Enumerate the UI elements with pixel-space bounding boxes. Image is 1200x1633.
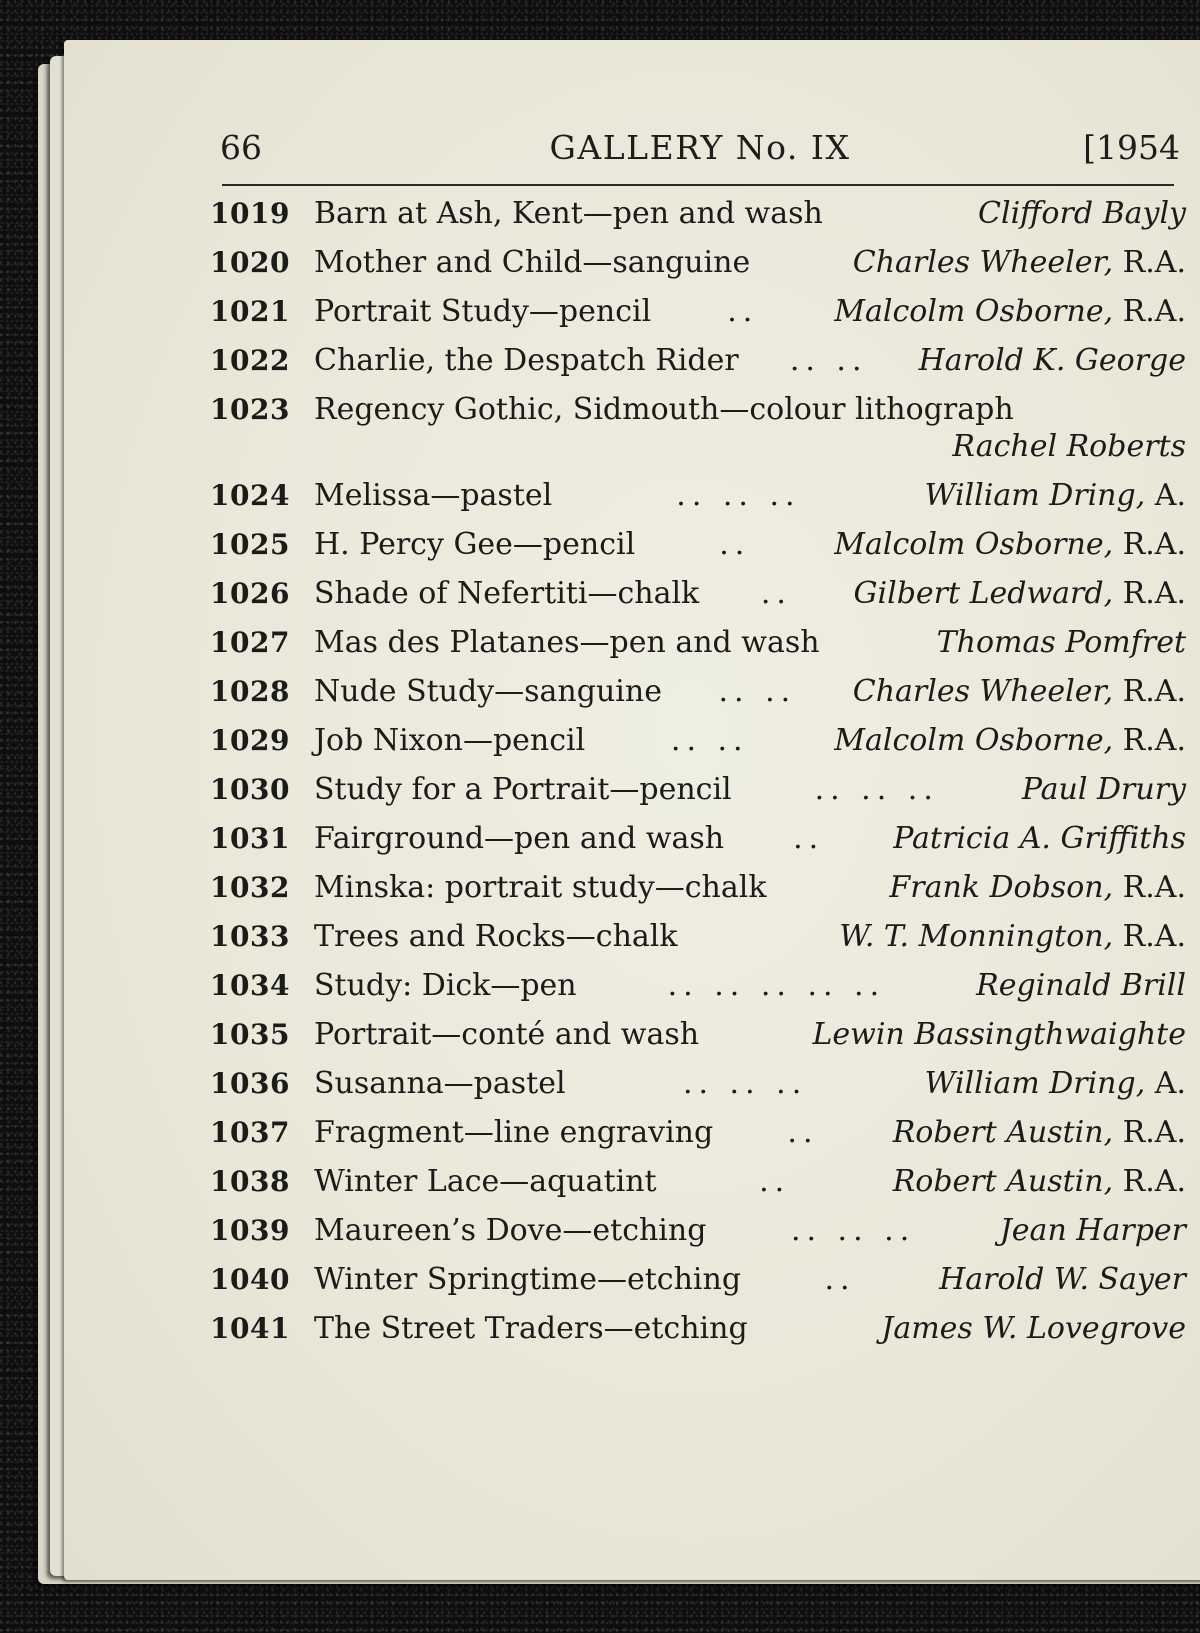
entry-artist [834, 294, 1186, 329]
entry-number: 1039 [210, 1214, 290, 1247]
catalogue-entry [210, 576, 1186, 625]
artist-suffix: R.A. [1113, 576, 1186, 611]
entry-number: 1020 [210, 246, 290, 279]
catalogue-entry [210, 1164, 1186, 1213]
entry-title: Charlie, the Despatch Rider [314, 343, 739, 378]
artist-name: Harold W. Sayer [939, 1262, 1186, 1297]
catalogue-entries [210, 196, 1186, 1360]
entry-title: Portrait Study—pencil [314, 294, 652, 329]
entry-title: H. Percy Gee—pencil [314, 527, 636, 562]
entry-title: Study: Dick—pen [314, 968, 577, 1003]
entry-artist [978, 196, 1186, 231]
entry-artist [853, 245, 1186, 280]
catalogue-entry [210, 196, 1186, 245]
dot-leader: .. [727, 294, 759, 329]
entry-number: 1023 [210, 393, 290, 426]
catalogue-entry [210, 1311, 1186, 1360]
entry-title: Mas des Platanes—pen and wash [314, 625, 820, 660]
artist-name: Malcolm Osborne, [834, 723, 1114, 758]
entry-number: 1033 [210, 920, 290, 953]
catalogue-entry [210, 1066, 1186, 1115]
artist-name: Robert Austin, [892, 1164, 1114, 1199]
entry-number: 1028 [210, 675, 290, 708]
artist-name: Patricia A. Griffiths [893, 821, 1186, 856]
artist-suffix: A. [1145, 1066, 1186, 1101]
entry-artist [1022, 772, 1186, 807]
catalogue-entry [210, 1213, 1186, 1262]
dot-leader: .. .. .. [814, 772, 939, 807]
dot-leader: .. [793, 821, 825, 856]
dot-leader: .. [719, 527, 751, 562]
entry-artist [1000, 1213, 1186, 1248]
entry-artist [893, 1115, 1186, 1150]
catalogue-entry [210, 478, 1186, 527]
catalogue-entry [210, 821, 1186, 870]
entry-artist [881, 1311, 1186, 1346]
artist-suffix: R.A. [1113, 674, 1186, 709]
artist-name: W. T. Monnington, [839, 919, 1114, 954]
dot-leader: .. .. .. [790, 1213, 916, 1248]
entry-title: Melissa—pastel [314, 478, 553, 513]
artist-name: Charles Wheeler, [852, 674, 1114, 709]
artist-name: Harold K. George [918, 343, 1186, 378]
catalogue-entry [210, 1262, 1186, 1311]
dot-leader: .. [760, 576, 792, 611]
entry-title: Fragment—line engraving [314, 1115, 714, 1150]
entry-title: Winter Springtime—etching [314, 1262, 742, 1297]
entry-artist [839, 919, 1186, 954]
dot-leader: .. .. [718, 674, 797, 709]
catalogue-entry [210, 294, 1186, 343]
entry-artist [925, 478, 1186, 513]
artist-name: Lewin Bassingthwaighte [812, 1017, 1186, 1052]
catalogue-entry [210, 1017, 1186, 1066]
artist-name: William Dring, [924, 478, 1146, 513]
artist-name: Robert Austin, [892, 1115, 1114, 1150]
entry-number: 1021 [210, 295, 290, 328]
dot-leader: .. [759, 1164, 791, 1199]
entry-number: 1027 [210, 626, 290, 659]
artist-name: Paul Drury [1021, 772, 1186, 807]
entry-artist [834, 723, 1186, 758]
entry-number: 1026 [210, 577, 290, 610]
entry-artist [812, 1017, 1186, 1052]
catalogue-entry [210, 245, 1186, 294]
entry-number: 1032 [210, 871, 290, 904]
artist-name: Frank Dobson, [889, 870, 1114, 905]
entry-number: 1030 [210, 773, 290, 806]
running-head [220, 128, 1180, 172]
catalogue-entry [210, 870, 1186, 919]
artist-suffix: A. [1145, 478, 1186, 513]
entry-number: 1031 [210, 822, 290, 855]
entry-artist [893, 1164, 1186, 1199]
page-number: 66 [220, 128, 262, 167]
artist-name: James W. Lovegrove [881, 1311, 1186, 1346]
catalogue-entry [210, 919, 1186, 968]
artist-name: Gilbert Ledward, [853, 576, 1114, 611]
entry-title: Minska: portrait study—chalk [314, 870, 767, 905]
entry-title: Winter Lace—aquatint [314, 1164, 657, 1199]
header-rule [222, 184, 1174, 186]
gallery-title: GALLERY No. IX [549, 128, 851, 167]
entry-number: 1019 [210, 197, 290, 230]
entry-title: Regency Gothic, Sidmouth—colour lithograph [314, 392, 1014, 427]
catalogue-entry [210, 772, 1186, 821]
entry-title: Susanna—pastel [314, 1066, 566, 1101]
artist-suffix: R.A. [1113, 527, 1186, 562]
artist-name: Clifford Bayly [978, 196, 1186, 231]
artist-suffix: R.A. [1113, 1115, 1186, 1150]
year-label: [1954 [1083, 128, 1180, 167]
entry-number: 1037 [210, 1116, 290, 1149]
entry-title: The Street Traders—etching [314, 1311, 748, 1346]
entry-artist [925, 1066, 1186, 1101]
entry-number: 1024 [210, 479, 290, 512]
entry-title: Nude Study—sanguine [314, 674, 662, 709]
entry-number: 1035 [210, 1018, 290, 1051]
artist-suffix: R.A. [1113, 1164, 1186, 1199]
artist-name: William Dring, [924, 1066, 1146, 1101]
entry-artist [919, 343, 1186, 378]
entry-artist [889, 870, 1186, 905]
catalogue-entry [210, 527, 1186, 576]
dot-leader: .. [787, 1115, 819, 1150]
artist-name: Charles Wheeler, [852, 245, 1114, 280]
entry-number: 1036 [210, 1067, 290, 1100]
catalogue-entry [210, 674, 1186, 723]
catalogue-entry [210, 723, 1186, 772]
entry-title: Shade of Nefertiti—chalk [314, 576, 700, 611]
entry-artist [854, 576, 1186, 611]
entry-artist [834, 527, 1186, 562]
artist-suffix: R.A. [1113, 919, 1186, 954]
entry-title: Barn at Ash, Kent—pen and wash [314, 196, 823, 231]
artist-name: Jean Harper [999, 1213, 1186, 1248]
entry-title: Maureen’s Dove—etching [314, 1213, 707, 1248]
entry-artist [976, 968, 1186, 1003]
entry-artist [939, 1262, 1186, 1297]
entry-artist [893, 821, 1186, 856]
entry-artist [210, 429, 1186, 464]
artist-suffix: R.A. [1113, 245, 1186, 280]
dot-leader: .. [824, 1262, 856, 1297]
entry-title: Study for a Portrait—pencil [314, 772, 732, 807]
dot-leader: .. .. .. [676, 478, 801, 513]
entry-number: 1038 [210, 1165, 290, 1198]
entry-number: 1029 [210, 724, 290, 757]
artist-name: Rachel Roberts [952, 429, 1186, 464]
entry-artist [937, 625, 1186, 660]
catalogue-entry [210, 392, 1186, 478]
entry-artist [853, 674, 1186, 709]
artist-name: Malcolm Osborne, [834, 527, 1114, 562]
entry-title: Trees and Rocks—chalk [314, 919, 678, 954]
entry-title: Mother and Child—sanguine [314, 245, 751, 280]
dot-leader: .. .. .. [682, 1066, 808, 1101]
entry-title: Job Nixon—pencil [314, 723, 586, 758]
artist-name: Malcolm Osborne, [834, 294, 1114, 329]
entry-number: 1040 [210, 1263, 290, 1296]
entry-number: 1041 [210, 1312, 290, 1345]
catalogue-entry [210, 625, 1186, 674]
entry-title: Portrait—conté and wash [314, 1017, 700, 1052]
entry-number: 1034 [210, 969, 290, 1002]
entry-number: 1022 [210, 344, 290, 377]
catalogue-entry [210, 1115, 1186, 1164]
entry-number: 1025 [210, 528, 290, 561]
artist-suffix: R.A. [1113, 723, 1186, 758]
dot-leader: .. .. [670, 723, 749, 758]
entry-title: Fairground—pen and wash [314, 821, 725, 856]
catalogue-entry [210, 343, 1186, 392]
artist-name: Thomas Pomfret [936, 625, 1186, 660]
dot-leader: .. .. .. .. .. [667, 968, 886, 1003]
artist-name: Reginald Brill [976, 968, 1186, 1003]
dot-leader: .. .. [789, 343, 868, 378]
artist-suffix: R.A. [1113, 870, 1186, 905]
artist-suffix: R.A. [1113, 294, 1186, 329]
catalogue-entry [210, 968, 1186, 1017]
